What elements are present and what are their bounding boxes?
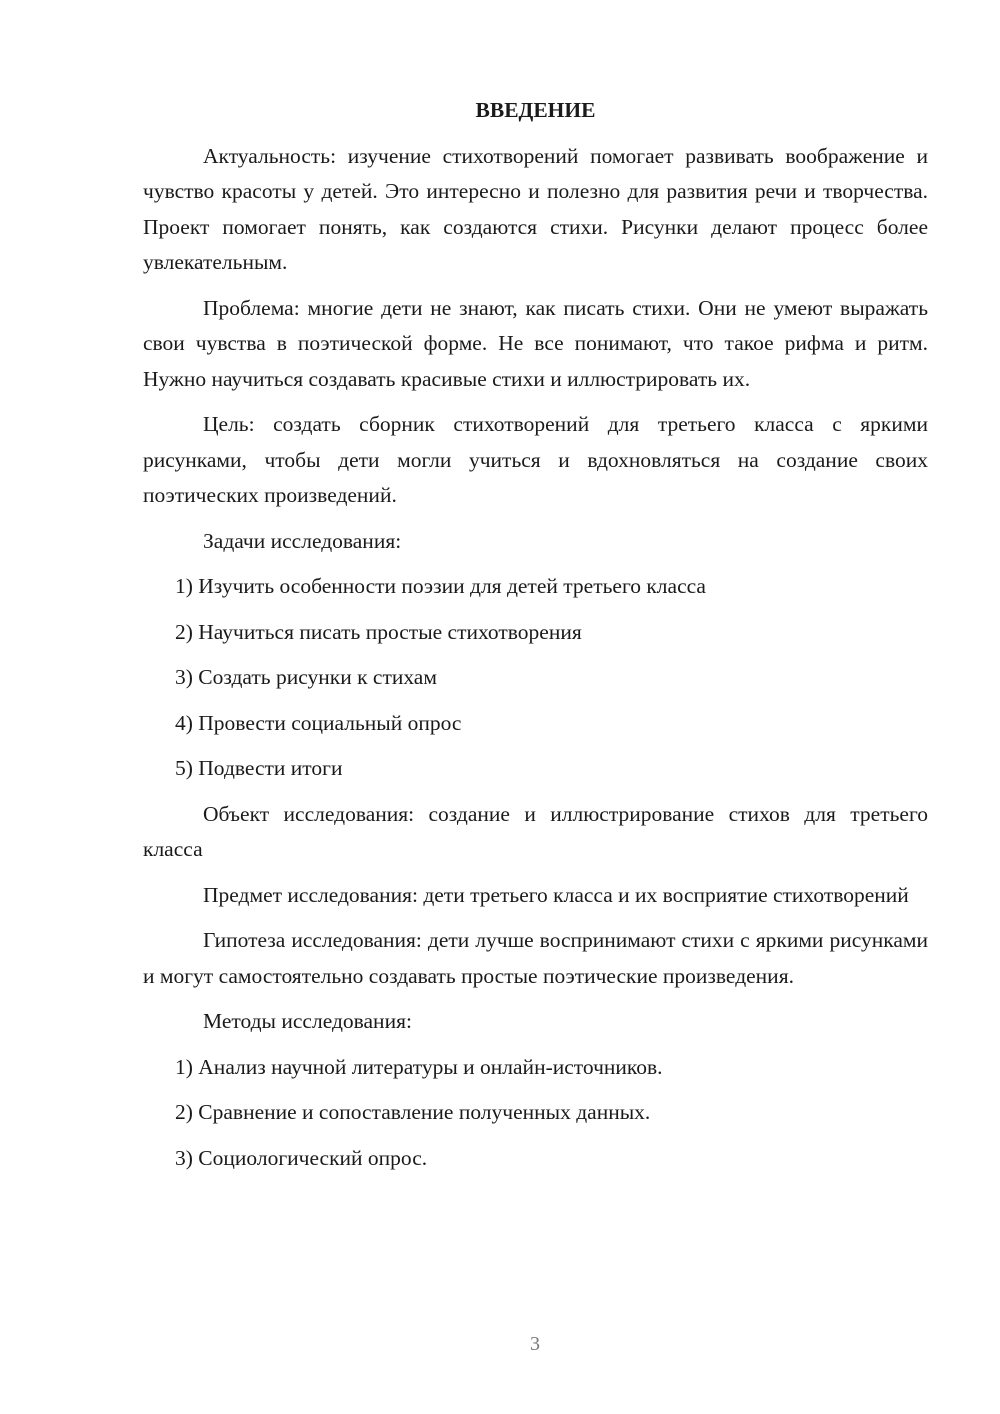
- hypothesis-paragraph: Гипотеза исследования: дети лучше воспринимают стихи с яркими рисунками и могут самостоятельно создавать простые поэтические произведения.: [143, 928, 928, 988]
- subject-paragraph: Предмет исследования: дети третьего класса и их восприятие стихотворений: [203, 882, 909, 907]
- task-item: 1) Изучить особенности поэзии для детей третьего класса: [175, 574, 706, 598]
- goal-paragraph: Цель: создать сборник стихотворений для третьего класса с яркими рисунками, чтобы дети могли учиться и вдохновляться на создание своих поэтических произведений.: [143, 412, 928, 507]
- object-paragraph: Объект исследования: создание и иллюстрирование стихов для третьего класса: [143, 801, 928, 861]
- methods-heading: Методы исследования:: [203, 1009, 412, 1033]
- task-item: 3) Создать рисунки к стихам: [175, 665, 437, 689]
- problem-paragraph: Проблема: многие дети не знают, как писать стихи. Они не умеют выражать свои чувства в поэтической форме. Не все понимают, что такое рифма и ритм. Нужно научиться создавать красивые стихи и иллюстрировать их.: [143, 295, 928, 391]
- task-item: 4) Провести социальный опрос: [175, 710, 462, 735]
- methods-list: [143, 1050, 928, 1177]
- page-number: 3: [530, 1333, 540, 1355]
- tasks-heading: Задачи исследования:: [203, 528, 402, 553]
- method-item: 2) Сравнение и сопоставление полученных данных.: [175, 1100, 651, 1124]
- relevance-paragraph: Актуальность: изучение стихотворений помогает развивать воображение и чувство красоты у детей. Это интересно и полезно для развития речи и творчества. Проект помогает понять, как создаются стихи. Рисунки делают процесс более увлекательным.: [143, 143, 928, 274]
- method-item: 3) Социологический опрос.: [175, 1145, 428, 1170]
- tasks-list: [143, 569, 928, 787]
- task-item: 2) Научиться писать простые стихотворения: [175, 619, 582, 644]
- section-title: ВВЕДЕНИЕ: [475, 98, 596, 122]
- task-item: 5) Подвести итоги: [175, 756, 343, 780]
- document-body: [143, 93, 928, 1186]
- method-item: 1) Анализ научной литературы и онлайн-источников.: [175, 1054, 663, 1079]
